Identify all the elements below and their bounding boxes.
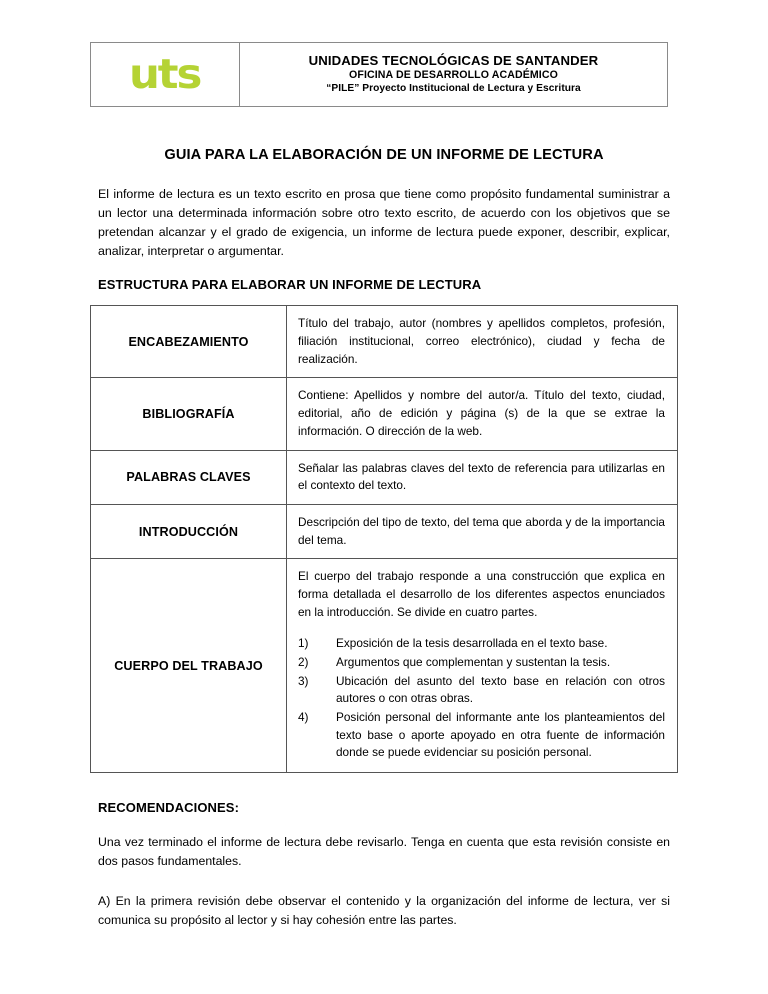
row-description-cell <box>287 378 678 450</box>
list-item-text: Ubicación del asunto del texto base en relación con otros autores o con otras obras. <box>336 673 665 706</box>
row-description: Descripción del tipo de texto, del tema que aborda y de la importancia del tema. <box>298 514 665 547</box>
structure-table <box>90 305 678 773</box>
institutional-header <box>90 42 668 107</box>
office-name: OFICINA DE DESARROLLO ACADÉMICO <box>349 68 558 81</box>
row-description: Contiene: Apellidos y nombre del autor/a. Título del texto, ciudad, editorial, año de edición y página (s) de la que se extrae la información. O dirección de la web. <box>298 388 665 438</box>
row-description: El cuerpo del trabajo responde a una construcción que explica en forma detallada el desarrollo de los diferentes aspectos enunciados en la introducción. Se divide en cuatro partes. <box>298 569 665 619</box>
recommendations-paragraph-1: Una vez terminado el informe de lectura debe revisarlo. Tenga en cuenta que esta revisión consiste en dos pasos fundamentales. <box>98 835 670 869</box>
document-content <box>90 42 678 943</box>
list-item <box>298 673 665 708</box>
body-parts-list <box>298 635 665 762</box>
row-description-cell <box>287 306 678 378</box>
table-row <box>91 378 678 450</box>
table-row <box>91 504 678 558</box>
intro-paragraph: El informe de lectura es un texto escrito en prosa que tiene como propósito fundamental suministrar a un lector una determinada información sobre otro texto escrito, de acuerdo con los objetivos que se pretendan alcanzar y el grado de exigencia, un informe de lectura puede exponer, describir, explicar, analizar, interpretar o argumentar. <box>98 187 670 258</box>
row-label: INTRODUCCIÓN <box>91 504 287 558</box>
table-row <box>91 450 678 504</box>
project-name: “PILE” Proyecto Institucional de Lectura y Escritura <box>326 83 581 95</box>
organization-name: UNIDADES TECNOLÓGICAS DE SANTANDER <box>308 52 599 68</box>
uts-logo: uts <box>129 50 201 98</box>
row-label: ENCABEZAMIENTO <box>91 306 287 378</box>
header-text-cell <box>240 43 668 107</box>
row-description-cell <box>287 559 678 773</box>
row-description: Título del trabajo, autor (nombres y apellidos completos, profesión, filiación institucional, correo electrónico), ciudad y fecha de realización. <box>298 316 665 366</box>
list-item <box>298 709 665 762</box>
list-item <box>298 654 665 672</box>
list-item-number: 1) <box>298 636 309 651</box>
row-description-cell <box>287 504 678 558</box>
row-label: PALABRAS CLAVES <box>91 450 287 504</box>
list-item-text: Posición personal del informante ante los planteamientos del texto base o aporte apoyado en otra fuente de información donde se puede evidenciar su posición personal. <box>336 710 665 760</box>
row-label: CUERPO DEL TRABAJO <box>91 559 287 773</box>
recommendations-paragraph-2: A) En la primera revisión debe observar el contenido y la organización del informe de lectura, ver si comunica su propósito al lector y si hay cohesión entre las partes. <box>98 894 670 928</box>
table-row <box>91 306 678 378</box>
list-item-number: 3) <box>298 673 309 688</box>
list-item-number: 2) <box>298 655 309 669</box>
list-item-number: 4) <box>298 710 309 725</box>
page-title: GUIA PARA LA ELABORACIÓN DE UN INFORME DE LECTURA <box>164 147 604 163</box>
logo-cell <box>91 43 240 107</box>
list-item-text: Argumentos que complementan y sustentan la tesis. <box>336 655 611 669</box>
header-row <box>91 43 668 107</box>
list-item <box>298 635 665 653</box>
row-label: BIBLIOGRAFÍA <box>91 378 287 450</box>
recommendations-heading: RECOMENDACIONES: <box>98 800 239 816</box>
row-description: Señalar las palabras claves del texto de referencia para utilizarlas en el contexto del texto. <box>298 460 665 493</box>
row-description-cell <box>287 450 678 504</box>
section-heading: ESTRUCTURA PARA ELABORAR UN INFORME DE LECTURA <box>98 277 482 293</box>
list-item-text: Exposición de la tesis desarrollada en el texto base. <box>336 636 608 651</box>
table-row-body <box>91 559 678 773</box>
